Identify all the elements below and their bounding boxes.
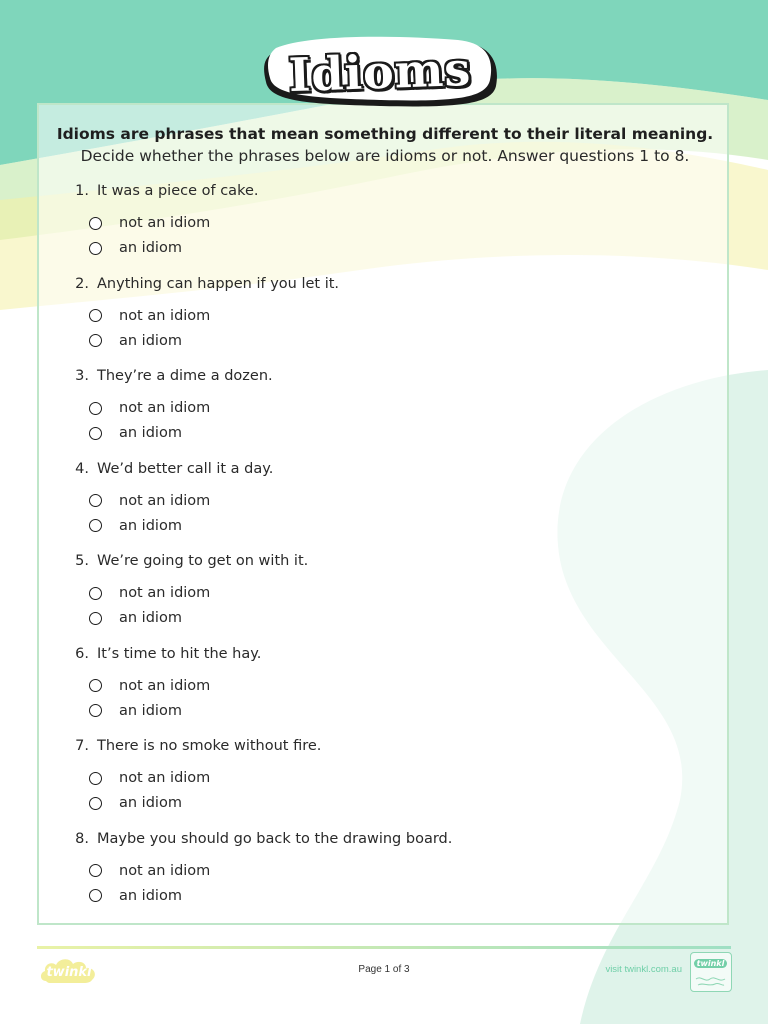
instructions-bold: Idioms are phrases that mean something different to their literal meaning. (56, 125, 714, 143)
option-label: not an idiom (119, 585, 211, 601)
visit-link[interactable]: visit twinkl.com.au (605, 964, 682, 975)
option-label: an idiom (119, 887, 182, 904)
radio-button[interactable] (89, 864, 102, 877)
option-label: not an idiom (119, 677, 211, 694)
option-label: not an idiom (119, 770, 211, 786)
radio-button[interactable] (89, 772, 102, 785)
question-text: It’s time to hit the hay. (97, 645, 262, 662)
question-text: It was a piece of cake. (97, 183, 259, 199)
question-text: Maybe you should go back to the drawing board. (97, 830, 453, 847)
question-3 (63, 368, 703, 461)
radio-button[interactable] (89, 402, 102, 415)
question-list (63, 183, 703, 923)
badge-scribble-icon (691, 971, 730, 991)
option-label: not an idiom (119, 400, 211, 416)
option-an-idiom[interactable] (89, 425, 182, 441)
question-number: 2. (75, 275, 89, 292)
radio-button[interactable] (89, 427, 102, 440)
radio-button[interactable] (89, 612, 102, 625)
option-not-an-idiom[interactable] (89, 770, 210, 786)
logo-text: twinkl (46, 964, 92, 980)
question-5 (63, 553, 703, 646)
radio-button[interactable] (89, 587, 102, 600)
option-label: not an idiom (119, 862, 211, 879)
option-label: an idiom (119, 702, 182, 719)
radio-button[interactable] (89, 217, 102, 230)
option-not-an-idiom[interactable] (89, 400, 210, 416)
radio-button[interactable] (89, 494, 102, 507)
question-2 (63, 276, 703, 369)
question-4 (63, 461, 703, 554)
page-number: Page 1 of 3 (358, 964, 410, 975)
radio-button[interactable] (89, 889, 102, 902)
radio-button[interactable] (89, 519, 102, 532)
twinkl-badge (690, 952, 732, 992)
badge-text: twinkl (694, 959, 727, 968)
option-label: an idiom (119, 610, 182, 626)
question-number: 5. (75, 553, 89, 569)
title-banner (260, 34, 500, 110)
radio-button[interactable] (89, 309, 102, 322)
radio-button[interactable] (89, 704, 102, 717)
question-number: 3. (75, 368, 89, 384)
radio-button[interactable] (89, 334, 102, 347)
question-1 (63, 183, 703, 276)
question-number: 1. (75, 183, 89, 199)
question-text: There is no smoke without fire. (97, 738, 322, 754)
option-label: an idiom (119, 795, 182, 811)
question-6 (63, 646, 703, 739)
option-an-idiom[interactable] (89, 518, 182, 534)
option-an-idiom[interactable] (89, 888, 182, 904)
radio-button[interactable] (89, 242, 102, 255)
question-text: We’d better call it a day. (97, 460, 274, 477)
question-number: 8. (75, 830, 89, 847)
option-label: an idiom (119, 517, 182, 534)
option-an-idiom[interactable] (89, 333, 182, 349)
option-label: an idiom (119, 240, 182, 256)
question-text: Anything can happen if you let it. (97, 275, 340, 292)
option-not-an-idiom[interactable] (89, 863, 210, 879)
twinkl-logo (38, 955, 100, 989)
radio-button[interactable] (89, 797, 102, 810)
question-text: They’re a dime a dozen. (97, 368, 273, 384)
radio-button[interactable] (89, 679, 102, 692)
question-text: We’re going to get on with it. (97, 553, 309, 569)
option-label: an idiom (119, 332, 182, 349)
option-an-idiom[interactable] (89, 703, 182, 719)
question-7 (63, 738, 703, 831)
option-an-idiom[interactable] (89, 240, 182, 256)
question-number: 6. (75, 645, 89, 662)
question-number: 7. (75, 738, 89, 754)
instructions-text: Decide whether the phrases below are idioms or not. Answer questions 1 to 8. (80, 147, 690, 165)
question-8 (63, 831, 703, 924)
option-an-idiom[interactable] (89, 795, 182, 811)
option-not-an-idiom[interactable] (89, 493, 210, 509)
instructions (39, 125, 731, 165)
page-title: Idioms (287, 41, 473, 103)
option-not-an-idiom[interactable] (89, 678, 210, 694)
option-an-idiom[interactable] (89, 610, 182, 626)
option-label: not an idiom (119, 307, 211, 324)
option-not-an-idiom[interactable] (89, 585, 210, 601)
question-number: 4. (75, 460, 89, 477)
option-label: an idiom (119, 425, 182, 441)
option-label: not an idiom (119, 492, 211, 509)
footer-divider (37, 946, 731, 949)
option-not-an-idiom[interactable] (89, 308, 210, 324)
worksheet-panel (37, 103, 729, 925)
option-label: not an idiom (119, 215, 211, 231)
option-not-an-idiom[interactable] (89, 215, 210, 231)
